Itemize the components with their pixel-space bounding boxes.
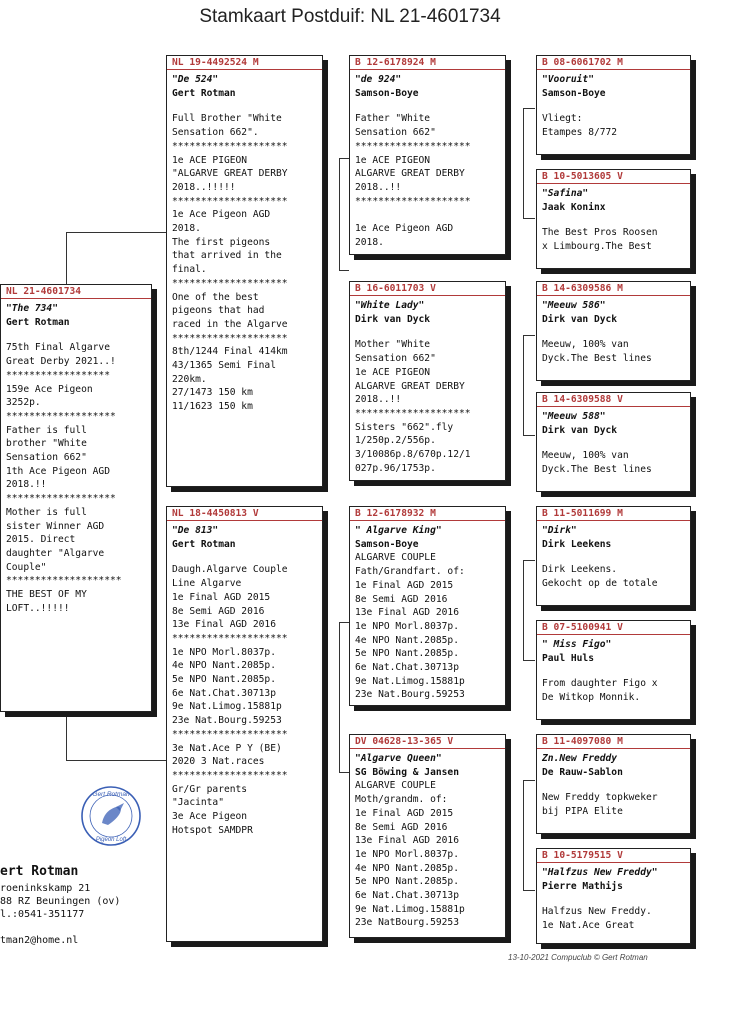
phone-line: l.:0541-351177 xyxy=(0,909,85,920)
connector-line xyxy=(66,232,166,233)
info-line: 1/250p.2/556p. xyxy=(355,435,436,447)
info-line: ******************** xyxy=(355,140,471,152)
info-line: Great Derby 2021..! xyxy=(6,356,116,368)
pigeon-name: Zn.New Freddy xyxy=(542,753,618,764)
info-line: ALGARVE GREAT DERBY xyxy=(355,380,465,392)
info-line: Gr/Gr parents xyxy=(172,783,248,795)
info-line: 23e NatBourg.59253 xyxy=(355,917,459,929)
info-line: 9e Nat.Limog.15881p xyxy=(355,903,465,915)
info-line: 75th Final Algarve xyxy=(6,342,110,354)
info-line: Sensation 662". xyxy=(172,127,259,139)
info-line: 1e Final AGD 2015 xyxy=(355,579,454,591)
connector-line xyxy=(66,232,67,284)
info-line: ****************** xyxy=(6,369,110,381)
info-line: ******************** xyxy=(172,140,288,152)
info-line: 2018. xyxy=(355,236,384,248)
ring-number: B 12-6178924 M xyxy=(350,56,505,70)
info-line: 1e NPO Morl.8037p. xyxy=(172,646,276,658)
info-line: Couple" xyxy=(6,561,47,573)
info-line: ******************** xyxy=(172,632,288,644)
info-line: 4e NPO Nant.2085p. xyxy=(355,862,459,874)
connector-line xyxy=(523,435,535,436)
info-line: Sensation 662" xyxy=(355,127,436,139)
info-line: 5e NPO Nant.2085p. xyxy=(355,648,459,660)
info-line: Sensation 662" xyxy=(6,452,87,464)
owner-name: Dirk van Dyck xyxy=(542,313,618,325)
info-line: ALGARVE GREAT DERBY xyxy=(355,168,465,180)
loft-stamp-icon xyxy=(80,785,142,847)
pigeon-card-root xyxy=(0,284,152,712)
pigeon-name: "White Lady" xyxy=(355,300,425,311)
info-line: 8th/1244 Final 414km xyxy=(172,346,288,358)
info-line: 43/1365 Semi Final xyxy=(172,360,276,372)
pigeon-name: "Dirk" xyxy=(542,525,577,536)
info-line: 8e Semi AGD 2016 xyxy=(355,821,448,833)
info-line: 1e ACE PIGEON xyxy=(355,154,431,166)
info-line: 11/1623 150 km xyxy=(172,401,253,413)
info-line: Halfzus New Freddy. xyxy=(542,906,652,918)
connector-line xyxy=(523,780,524,890)
pigeon-card-mff xyxy=(536,506,691,606)
pigeon-card-mother-mother xyxy=(349,734,506,938)
pigeon-card-fff xyxy=(536,55,691,155)
ring-number: NL 18-4450813 V xyxy=(167,507,322,521)
info-line: 4e NPO Nant.2085p. xyxy=(355,634,459,646)
owner-name: Gert Rotman xyxy=(6,316,70,328)
info-line: sister Winner AGD xyxy=(6,520,105,532)
address-line: roeninkskamp 21 xyxy=(0,883,91,894)
info-line: 1e Ace Pigeon AGD xyxy=(172,209,271,221)
info-line: 2018..!!!!! xyxy=(172,181,236,193)
info-line: x Limbourg.The Best xyxy=(542,241,652,253)
ring-number: B 10-5013605 V xyxy=(537,170,690,184)
info-line: 5e NPO Nant.2085p. xyxy=(172,674,276,686)
owner-name: Paul Huls xyxy=(542,652,594,664)
ring-number: B 10-5179515 V xyxy=(537,849,690,863)
pigeon-name: "Meeuw 586" xyxy=(542,300,606,311)
pigeon-name: "De 813" xyxy=(172,525,219,536)
connector-line xyxy=(339,270,349,271)
info-line: From daughter Figo x xyxy=(542,678,658,690)
address-line: 88 RZ Beuningen (ov) xyxy=(0,896,121,907)
info-line: Line Algarve xyxy=(172,578,242,590)
pigeon-name: "Meeuw 588" xyxy=(542,411,606,422)
info-line: 13e Final AGD 2016 xyxy=(355,835,459,847)
info-line: Father is full xyxy=(6,424,87,436)
pigeon-name: "Vooruit" xyxy=(542,74,594,85)
pigeon-card-fmf xyxy=(536,281,691,381)
info-line: New Freddy topkweker xyxy=(542,792,658,804)
info-line: 2018.!! xyxy=(6,479,47,491)
info-line: 2020 3 Nat.races xyxy=(172,756,265,768)
info-line: 13e Final AGD 2016 xyxy=(172,619,276,631)
connector-line xyxy=(523,560,524,660)
info-line: Sensation 662" xyxy=(355,353,436,365)
info-line: 6e Nat.Chat.30713p xyxy=(355,890,459,902)
connector-line xyxy=(523,108,535,109)
info-line: 1th Ace Pigeon AGD xyxy=(6,465,110,477)
info-line: 23e Nat.Bourg.59253 xyxy=(172,715,282,727)
info-line: Hotspot SAMDPR xyxy=(172,824,253,836)
info-line: Full Brother "White xyxy=(172,113,282,125)
connector-line xyxy=(523,560,535,561)
info-line: ******************** xyxy=(355,407,471,419)
owner-name: SG Böwing & Jansen xyxy=(355,766,459,778)
info-line: Daugh.Algarve Couple xyxy=(172,564,288,576)
stamp-text-bottom: Pigeon Loft xyxy=(95,837,127,843)
info-line: 2018..!! xyxy=(355,181,402,193)
info-line: daughter "Algarve xyxy=(6,547,105,559)
info-line: ******************** xyxy=(172,277,288,289)
pigeon-card-father-father xyxy=(349,55,506,255)
connector-line xyxy=(66,712,67,760)
connector-line xyxy=(339,772,349,773)
info-line: Sisters "662".fly xyxy=(355,421,454,433)
pigeon-card-mfm xyxy=(536,620,691,720)
connector-line xyxy=(523,218,535,219)
info-line: 1e Nat.Ace Great xyxy=(542,920,635,932)
info-line: ******************** xyxy=(6,575,122,587)
info-line: ALGARVE COUPLE xyxy=(355,552,436,564)
pigeon-card-fmm xyxy=(536,392,691,492)
info-line: 1e Final AGD 2015 xyxy=(355,807,454,819)
info-line: ******************** xyxy=(172,332,288,344)
pigeon-name: " Algarve King" xyxy=(355,525,442,536)
info-line: 1e ACE PIGEON xyxy=(355,366,431,378)
info-line: Dyck.The Best lines xyxy=(542,464,652,476)
info-line: Dyck.The Best lines xyxy=(542,353,652,365)
info-line: raced in the Algarve xyxy=(172,318,288,330)
info-line: Meeuw, 100% van xyxy=(542,339,629,351)
info-line: 1e Final AGD 2015 xyxy=(172,591,271,603)
ring-number: B 12-6178932 M xyxy=(350,507,505,521)
page-title: Stamkaart Postduif: NL 21-4601734 xyxy=(199,6,501,27)
info-line: 8e Semi AGD 2016 xyxy=(355,593,448,605)
pigeon-name: "de 924" xyxy=(355,74,402,85)
ring-number: B 14-6309588 V xyxy=(537,393,690,407)
info-line: Meeuw, 100% van xyxy=(542,450,629,462)
info-line: that arrived in the xyxy=(172,250,282,262)
owner-name: Samson-Boye xyxy=(355,538,419,550)
ring-number: B 11-4097080 M xyxy=(537,735,690,749)
info-line: 159e Ace Pigeon xyxy=(6,383,93,395)
connector-line xyxy=(523,780,535,781)
info-line: ******************** xyxy=(355,195,471,207)
pigeon-card-mmm xyxy=(536,848,691,944)
owner-name: Gert Rotman xyxy=(172,538,236,550)
info-line: 3e Ace Pigeon xyxy=(172,811,248,823)
owner-name: Pierre Mathijs xyxy=(542,880,623,892)
info-line: "Jacinta" xyxy=(172,797,224,809)
ring-number: NL 19-4492524 M xyxy=(167,56,322,70)
ring-number: NL 21-4601734 xyxy=(1,285,151,299)
info-line: brother "White xyxy=(6,438,87,450)
email-line: tman2@home.nl xyxy=(0,935,79,946)
info-line: Etampes 8/772 xyxy=(542,127,618,139)
connector-line xyxy=(339,622,340,772)
info-line: 3252p. xyxy=(6,397,41,409)
pigeon-card-mother-father xyxy=(349,506,506,706)
info-line: 2018..!! xyxy=(355,394,402,406)
owner-name: De Rauw-Sablon xyxy=(542,766,623,778)
connector-line xyxy=(339,622,349,623)
info-line: ALGARVE COUPLE xyxy=(355,780,436,792)
info-line: ******************** xyxy=(172,769,288,781)
owner-name: ert Rotman xyxy=(0,864,79,879)
footer-credit: 13-10-2021 Compuclub © Gert Rotman xyxy=(508,953,648,962)
info-line: 1e Ace Pigeon AGD xyxy=(355,223,454,235)
info-line: Moth/grandm. of: xyxy=(355,794,448,806)
info-line: ******************* xyxy=(6,493,116,505)
owner-name: Dirk Leekens xyxy=(542,538,612,550)
info-line: One of the best xyxy=(172,291,259,303)
pigeon-name: " Miss Figo" xyxy=(542,639,612,650)
info-line: 2018. xyxy=(172,223,201,235)
connector-line xyxy=(523,660,535,661)
info-line: 9e Nat.Limog.15881p xyxy=(172,701,282,713)
info-line: 27/1473 150 km xyxy=(172,387,253,399)
info-line: Father "White xyxy=(355,113,431,125)
info-line: LOFT..!!!!! xyxy=(6,602,70,614)
info-line: Mother is full xyxy=(6,506,87,518)
info-line: 1e NPO Morl.8037p. xyxy=(355,848,459,860)
pigeon-name: "The 734" xyxy=(6,303,58,314)
pigeon-card-mother xyxy=(166,506,323,942)
info-line: 1e NPO Morl.8037p. xyxy=(355,620,459,632)
ring-number: B 07-5100941 V xyxy=(537,621,690,635)
info-line: 027p.96/1753p. xyxy=(355,462,436,474)
connector-line xyxy=(523,335,524,435)
info-line: 23e Nat.Bourg.59253 xyxy=(355,689,465,701)
owner-name: Samson-Boye xyxy=(542,87,606,99)
pigeon-card-father xyxy=(166,55,323,487)
info-line: The first pigeons xyxy=(172,236,271,248)
ring-number: B 08-6061702 M xyxy=(537,56,690,70)
info-line: Fath/Grandfart. of: xyxy=(355,566,465,578)
pigeon-card-ffm xyxy=(536,169,691,269)
owner-name: Dirk van Dyck xyxy=(355,313,431,325)
info-line: 6e Nat.Chat.30713p xyxy=(355,662,459,674)
connector-line xyxy=(66,760,166,761)
info-line xyxy=(355,208,500,222)
owner-address-block xyxy=(0,862,165,947)
info-line: "ALGARVE GREAT DERBY xyxy=(172,168,288,180)
info-line: 2015. Direct xyxy=(6,534,76,546)
owner-name: Gert Rotman xyxy=(172,87,236,99)
info-line: bij PIPA Elite xyxy=(542,806,623,818)
info-line: ******************* xyxy=(6,410,116,422)
owner-name: Jaak Koninx xyxy=(542,201,606,213)
info-line: 3e Nat.Ace P Y (BE) xyxy=(172,742,282,754)
info-line: De Witkop Monnik. xyxy=(542,692,641,704)
info-line: 1e ACE PIGEON xyxy=(172,154,248,166)
ring-number: B 14-6309586 M xyxy=(537,282,690,296)
info-line: 3/10086p.8/670p.12/1 xyxy=(355,449,471,461)
info-line: 6e Nat.Chat.30713p xyxy=(172,687,276,699)
info-line: 9e Nat.Limog.15881p xyxy=(355,675,465,687)
info-line: 13e Final AGD 2016 xyxy=(355,607,459,619)
connector-line xyxy=(523,108,524,218)
pigeon-name: "Algarve Queen" xyxy=(355,753,442,764)
info-line: Gekocht op de totale xyxy=(542,578,658,590)
info-line: pigeons that had xyxy=(172,305,265,317)
info-line: ******************** xyxy=(172,195,288,207)
connector-line xyxy=(523,335,535,336)
pigeon-card-mmf xyxy=(536,734,691,834)
connector-line xyxy=(523,890,535,891)
owner-name: Dirk van Dyck xyxy=(542,424,618,436)
info-line: 5e NPO Nant.2085p. xyxy=(355,876,459,888)
pigeon-card-father-mother xyxy=(349,281,506,481)
pigeon-name: "Halfzus New Freddy" xyxy=(542,867,658,878)
info-line: 220km. xyxy=(172,373,207,385)
spacer-line xyxy=(0,921,165,934)
ring-number: B 11-5011699 M xyxy=(537,507,690,521)
pigeon-name: "Safina" xyxy=(542,188,589,199)
info-line: The Best Pros Roosen xyxy=(542,227,658,239)
info-line: Dirk Leekens. xyxy=(542,564,618,576)
info-line: Mother "White xyxy=(355,339,431,351)
stamp-text-top: Gert Rotman xyxy=(92,791,130,798)
info-line: ******************** xyxy=(172,728,288,740)
pigeon-name: "De 524" xyxy=(172,74,219,85)
owner-name: Samson-Boye xyxy=(355,87,419,99)
info-line: 8e Semi AGD 2016 xyxy=(172,605,265,617)
connector-line xyxy=(339,158,340,270)
info-line: final. xyxy=(172,264,207,276)
info-line: 4e NPO Nant.2085p. xyxy=(172,660,276,672)
info-line: Vliegt: xyxy=(542,113,583,125)
ring-number: B 16-6011703 V xyxy=(350,282,505,296)
connector-line xyxy=(339,158,349,159)
info-line: THE BEST OF MY xyxy=(6,589,87,601)
ring-number: DV 04628-13-365 V xyxy=(350,735,505,749)
